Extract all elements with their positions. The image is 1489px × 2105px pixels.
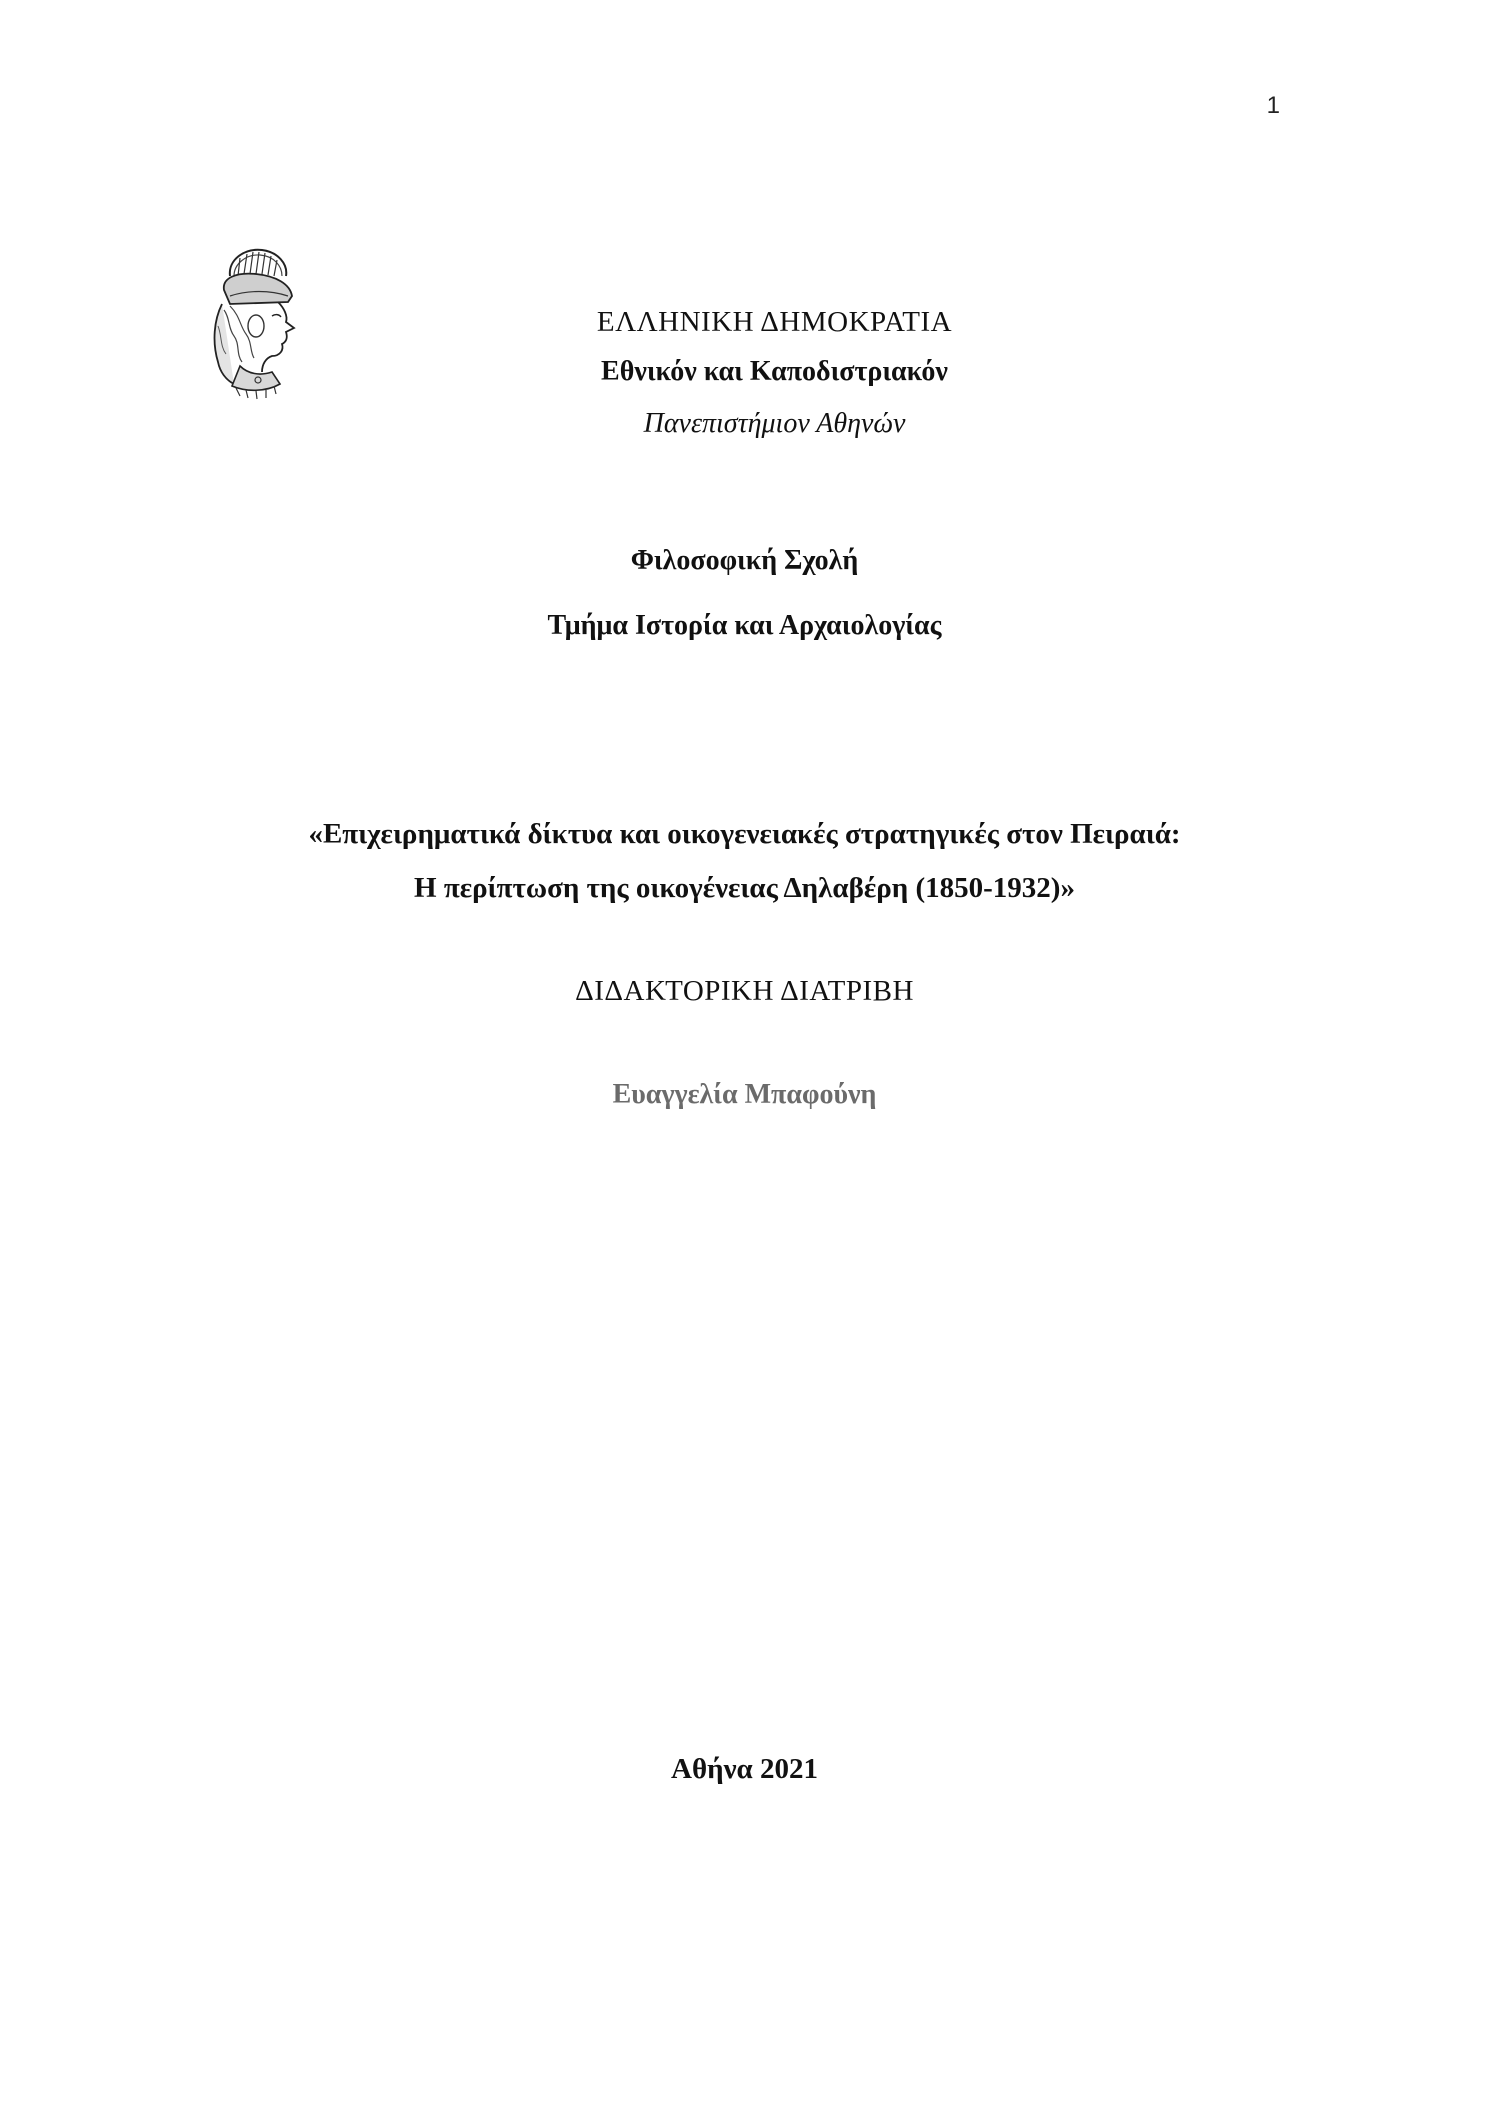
university-name-line2: Πανεπιστήμιον Αθηνών bbox=[643, 408, 906, 439]
author-name: Ευαγγελία Μπαφούνη bbox=[612, 1079, 877, 1110]
university-name-line1: Εθνικόν και Καποδιστριακόν bbox=[601, 356, 948, 387]
school-name: Φιλοσοφική Σχολή bbox=[630, 545, 859, 576]
page-number: 1 bbox=[1266, 92, 1280, 119]
department-name: Τμήμα Ιστορία και Αρχαιολογίας bbox=[547, 610, 942, 641]
thesis-title-line1: «Επιχειρηματικά δίκτυα και οικογενειακές στρατηγικές στον Πειραιά: bbox=[308, 818, 1181, 850]
thesis-title-line2: Η περίπτωση της οικογένειας Δηλαβέρη (1850-1932)» bbox=[414, 872, 1075, 904]
place-and-year: Αθήνα 2021 bbox=[671, 1753, 818, 1785]
document-type: ΔΙΔΑΚΤΟΡΙΚΗ ΔΙΑΤΡΙΒΗ bbox=[575, 975, 914, 1007]
republic-heading: ΕΛΛΗΝΙΚΗ ΔΗΜΟΚΡΑΤΙΑ bbox=[596, 306, 953, 338]
